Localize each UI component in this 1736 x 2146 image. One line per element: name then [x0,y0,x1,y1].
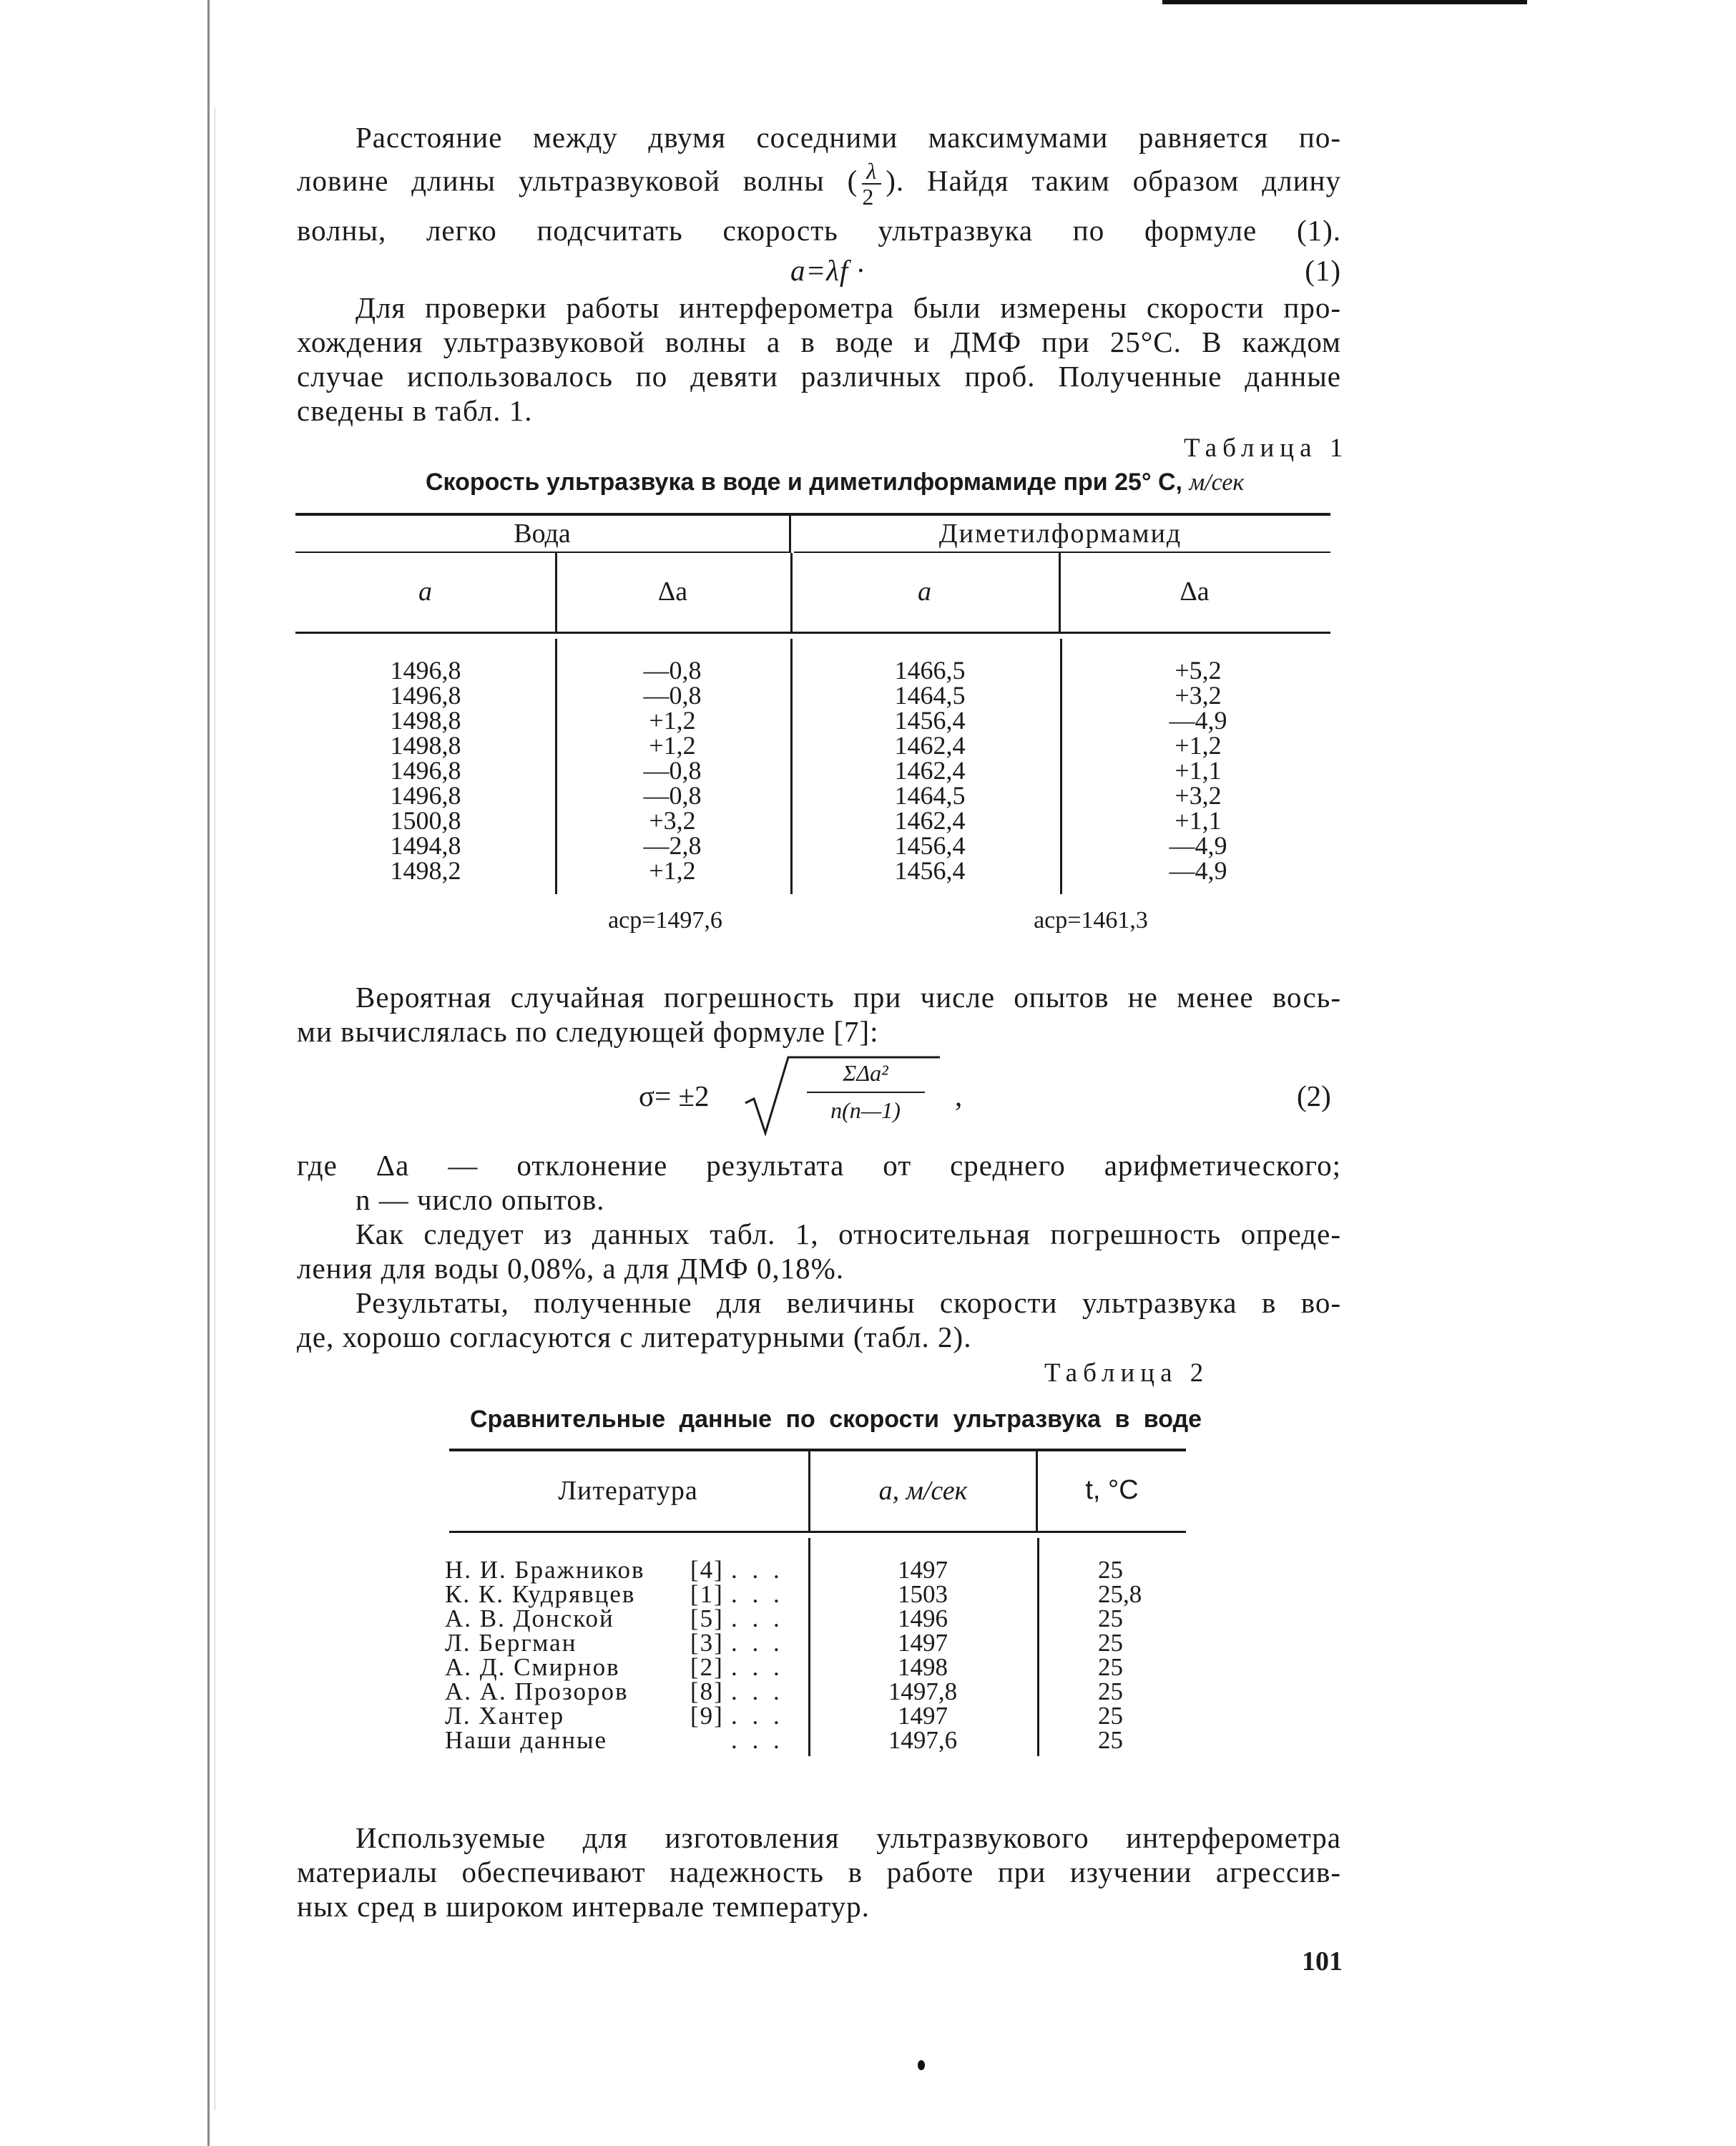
p4-line2: ления для воды 0,08%, а для ДМФ 0,18%. [297,1252,845,1285]
table-cell: —4,9 [1169,706,1227,735]
table-cell: +3,2 [1175,681,1222,710]
table-cell: 1500,8 [390,806,461,835]
table2-body-divider-2 [1037,1538,1039,1756]
table2-literature-column [445,1558,803,1753]
table-cell: 1462,4 [894,806,966,835]
table-cell: 1496 [898,1604,948,1632]
table-row [445,1655,803,1680]
table1-water-da-column [622,658,722,883]
table-row [445,1728,803,1753]
table1-water-a-column [365,658,486,883]
formula-1-number: (1) [1305,254,1341,287]
p1-line3: волны, легко подсчитать скорость ультразвука по формуле (1). [297,214,1341,247]
reference: [2] [690,1653,724,1681]
leader-dots: . . . [731,1726,784,1754]
table2-header-rule [449,1531,1186,1533]
table1-body-divider-2 [790,639,793,894]
table1-group-water: Вода [514,519,571,549]
table-cell: —0,8 [643,656,702,685]
p2-line2: хождения ультразвуковой волны a в воде и ДМФ при 25°С. В каждом [297,325,1341,358]
table1-title-unit: м/сек [1189,469,1245,496]
table1-label: Таблица 1 [1184,433,1349,463]
table-cell: +1,2 [649,706,696,735]
p3-line1: Вероятная случайная погрешность при числе опытов не менее вось- [355,981,1341,1014]
table-row [445,1582,803,1607]
paragraph-1 [297,120,1341,428]
leader-dots: . . . [731,1556,784,1584]
author: А. Д. Смирнов [445,1653,620,1681]
table1-col-dmf-a: a [918,577,931,607]
leader-dots: . . . [731,1629,784,1657]
table-cell: 1462,4 [894,756,966,785]
def-line2: n — число опытов. [355,1183,605,1216]
table-cell: +3,2 [1175,781,1222,810]
table-cell: 1496,8 [390,656,461,685]
p2-line1: Для проверки работы интерферометра были измерены скорости про- [355,291,1341,324]
leader-dots: . . . [731,1653,784,1681]
table1-dmf-da-column [1155,658,1241,883]
table-cell: 1498,8 [390,706,461,735]
table2-label: Таблица 2 [1044,1358,1210,1388]
formula-2-lhs: σ= ±2 [639,1079,710,1112]
table-row [445,1558,803,1582]
fraction-denominator: 2 [862,184,875,210]
table-cell: 1456,4 [894,706,966,735]
table-cell: 1496,8 [390,756,461,785]
table-cell: 1466,5 [894,656,966,685]
top-rule [1162,0,1527,4]
formula-1-expr: a=λf · [790,254,865,287]
table2-col-literature: Литература [558,1476,698,1506]
page-number: 101 [1302,1946,1343,1976]
table-cell: 1497,8 [888,1677,958,1705]
ink-dot [918,2060,925,2070]
p5-line2: де, хорошо согласуются с литературными (табл. 2). [297,1321,972,1353]
leader-dots: . . . [731,1702,784,1730]
table1-col-dmf-da: Δa [1180,577,1210,607]
table-cell: —0,8 [643,781,702,810]
table-cell: 1497,6 [888,1726,958,1754]
table-cell: —4,9 [1169,831,1227,860]
definitions-block [297,1148,1341,1354]
table1-col-water-a: a [418,577,432,607]
table-cell: 1464,5 [894,681,966,710]
table-cell: 1498,2 [390,856,461,885]
table1-water-mean: aср=1497,6 [608,907,722,934]
table-cell: +5,2 [1175,656,1222,685]
table-cell: 1498,8 [390,731,461,760]
p1-line2b: ). Найдя таким образом длину [886,164,1341,197]
formula-1 [297,253,1341,290]
reference: [3] [690,1629,724,1657]
table2-speed-column [876,1558,969,1753]
table-cell: —2,8 [643,831,702,860]
p4-line1: Как следует из данных табл. 1, относительная погрешность опреде- [355,1217,1341,1250]
table1-title [426,469,1244,496]
table1-dmf-mean: aср=1461,3 [1034,907,1148,934]
formula-2-comma: , [955,1079,963,1112]
table-cell: —0,8 [643,756,702,785]
table-cell: 25 [1098,1629,1123,1657]
table-cell: 1496,8 [390,781,461,810]
table-cell: 25 [1098,1726,1123,1754]
table2-col-temperature: t, °C [1085,1475,1139,1505]
table1-group-rule-water [295,552,789,553]
table2-top-rule [449,1449,1186,1451]
table-cell: 1456,4 [894,831,966,860]
table-cell: 1456,4 [894,856,966,885]
table-cell: 1497 [898,1556,948,1584]
table-row [445,1631,803,1655]
table-row [445,1704,803,1728]
table-cell: 25 [1098,1702,1123,1730]
table-row [445,1604,803,1632]
table-cell: 1497 [898,1629,948,1657]
p6-line2: материалы обеспечивают надежность в работе при изучении агрессив- [297,1856,1341,1888]
p5-line1: Результаты, полученные для величины скорости ультразвука в во- [355,1286,1341,1319]
table-cell: +1,1 [1175,756,1222,785]
table-cell: 1464,5 [894,781,966,810]
p2-line4: сведены в табл. 1. [297,394,533,427]
formula-2-numerator: ΣΔa² [843,1060,888,1086]
paragraph-3 [297,980,1341,1049]
p6-line1: Используемые для изготовления ультразвукового интерферометра [355,1821,1341,1854]
table-row [445,1677,803,1705]
p6-line3: ных сред в широком интервале температур. [297,1890,870,1923]
table2-col-speed: a, м/сек [878,1476,968,1506]
table-cell: 1494,8 [390,831,461,860]
reference: [4] [690,1556,724,1584]
table-cell: 1498 [898,1653,948,1681]
p1-line2a: ловине длины ультразвуковой волны ( [297,164,858,197]
table-cell: 1497 [898,1702,948,1730]
p1-line1: Расстояние между двумя соседними максимумами равняется по- [355,121,1341,154]
table1-body-divider-1 [555,639,557,894]
author: Л. Хантер [445,1702,565,1730]
table1-group-rule-dmf [794,552,1330,553]
author: А. В. Донской [445,1604,614,1632]
table1-top-rule [295,513,1330,516]
table-cell: —4,9 [1169,856,1227,885]
table1-col-water-da: Δa [657,577,688,607]
leader-dots: . . . [731,1677,784,1705]
table-cell: +1,2 [649,731,696,760]
formula-2-denominator: n(n—1) [830,1097,901,1123]
reference: [5] [690,1604,724,1632]
table-cell: 1503 [898,1580,948,1608]
author: Наши данные [445,1726,608,1754]
table1-header-rule [295,632,1330,634]
table-cell: +1,2 [649,856,696,885]
p2-line3: случае использовалось по девяти различных проб. Полученные данные [297,360,1341,393]
author: К. К. Кудрявцев [445,1580,636,1608]
table-cell: +1,2 [1175,731,1222,760]
table-cell: 1496,8 [390,681,461,710]
table-cell: 25 [1098,1677,1123,1705]
table1-dmf-a-column [869,658,991,883]
author: А. А. Прозоров [445,1677,629,1705]
p3-line2: ми вычислялась по следующей формуле [7]: [297,1015,879,1048]
leader-dots: . . . [731,1580,784,1608]
table-cell: —0,8 [643,681,702,710]
table-cell: +1,1 [1175,806,1222,835]
fraction-numerator: λ [862,159,881,185]
author: Л. Бергман [445,1629,577,1657]
leader-dots: . . . [731,1604,784,1632]
table-cell: 25,8 [1098,1580,1142,1608]
table2-temperature-column [1098,1558,1155,1753]
table1-body-divider-3 [1060,639,1062,894]
table1-group-dmf: Диметилформамид [938,519,1182,549]
table-cell: +3,2 [649,806,696,835]
formula-2-number: (2) [1297,1079,1331,1112]
table-cell: 25 [1098,1653,1123,1681]
lambda-half-fraction [862,159,881,209]
p1-line2 [297,159,1341,209]
author: Н. И. Бражников [445,1556,645,1584]
table2-title: Сравнительные данные по скорости ультразвука в воде [470,1406,1202,1433]
table-cell: 25 [1098,1604,1123,1632]
def-line1: где Δa — отклонение результата от среднего арифметического; [297,1149,1341,1182]
reference: [1] [690,1580,724,1608]
paragraph-6 [297,1821,1341,1924]
table1-title-text: Скорость ультразвука в воде и диметилформамиде при 25° С, [426,469,1183,496]
scan-edge-line [207,0,210,2146]
formula-2-fraction-bar [807,1092,925,1093]
table2-body-divider-1 [808,1538,810,1756]
reference: [9] [690,1702,724,1730]
reference: [8] [690,1677,724,1705]
table-cell: 25 [1098,1556,1123,1584]
table-cell: 1462,4 [894,731,966,760]
